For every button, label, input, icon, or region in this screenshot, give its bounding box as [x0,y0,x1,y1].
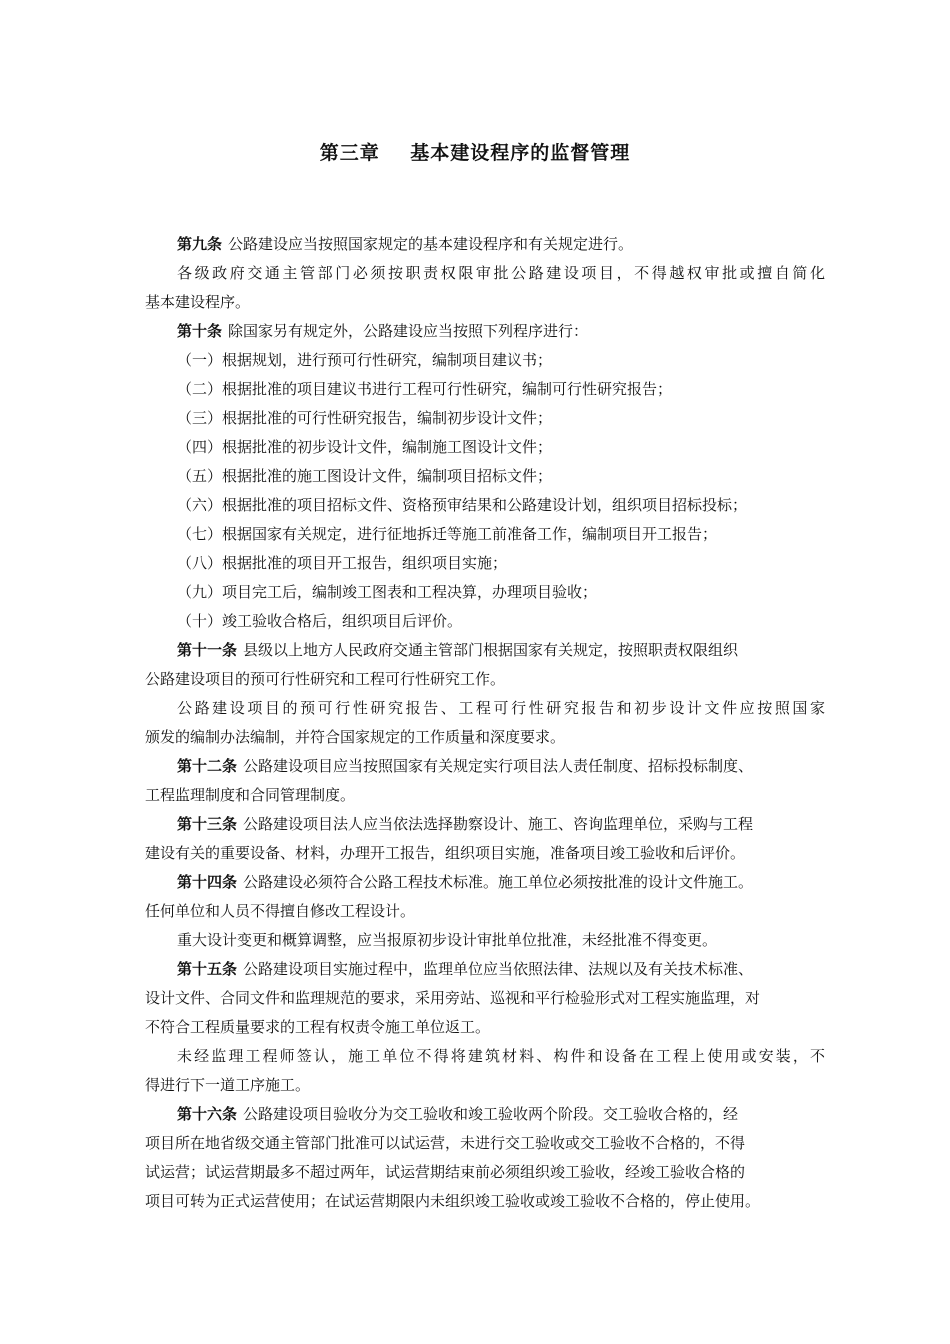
article-12-line2: 工程监理制度和合同管理制度。 [145,786,356,804]
list-item: （九）项目完工后，编制竣工图表和工程决算，办理项目验收； [177,583,598,601]
paragraph-11b-line1: 公路建设项目的预可行性研究报告、工程可行性研究报告和初步设计文件应按照国家 [177,699,825,717]
article-text: 公路建设必须符合公路工程技术标准。施工单位必须按批准的设计文件施工。 [243,873,754,891]
article-text: 公路建设应当按照国家规定的基本建设程序和有关规定进行。 [228,235,634,253]
article-12 [145,752,825,781]
article-text: 公路建设项目法人应当依法选择勘察设计、施工、咨询监理单位，采购与工程 [243,815,754,833]
document-body [145,230,825,1216]
article-text: 除国家另有规定外，公路建设应当按照下列程序进行： [228,322,589,340]
article-11-line2: 公路建设项目的预可行性研究和工程可行性研究工作。 [145,670,506,688]
list-item: （六）根据批准的项目招标文件、资格预审结果和公路建设计划，组织项目招标投标； [177,496,748,514]
chapter-title: 第三章 基本建设程序的监督管理 [319,142,631,164]
list-item: （五）根据批准的施工图设计文件，编制项目招标文件； [177,467,553,485]
article-14 [145,868,825,897]
list-item: （十）竣工验收合格后，组织项目后评价。 [177,612,463,630]
article-16-line2: 项目所在地省级交通主管部门批准可以试运营，未进行交工验收或交工验收不合格的，不得 [145,1134,746,1152]
article-10 [145,317,825,346]
article-15-line2: 设计文件、合同文件和监理规范的要求，采用旁站、巡视和平行检验形式对工程实施监理，对 [145,989,761,1007]
article-13 [145,810,825,839]
list-item: （八）根据批准的项目开工报告，组织项目实施； [177,554,508,572]
article-label: 第十五条 [177,960,238,978]
article-label: 第九条 [177,235,223,253]
paragraph-9b-line1: 各级政府交通主管部门必须按职责权限审批公路建设项目，不得越权审批或擅自简化 [177,264,825,282]
article-text: 县级以上地方人民政府交通主管部门根据国家有关规定，按照职责权限组织 [243,641,739,659]
article-text: 公路建设项目实施过程中，监理单位应当依照法律、法规以及有关技术标准、 [243,960,754,978]
article-text: 公路建设项目验收分为交工验收和竣工验收两个阶段。交工验收合格的，经 [243,1105,739,1123]
list-item: （四）根据批准的初步设计文件，编制施工图设计文件； [177,438,553,456]
paragraph-15b-line1: 未经监理工程师签认，施工单位不得将建筑材料、构件和设备在工程上使用或安装，不 [177,1047,825,1065]
article-label: 第十条 [177,322,223,340]
list-item: （一）根据规划，进行预可行性研究，编制项目建议书； [177,351,553,369]
article-label: 第十三条 [177,815,238,833]
article-14-line2: 任何单位和人员不得擅自修改工程设计。 [145,902,416,920]
article-11 [145,636,825,665]
paragraph-15b-line2: 得进行下一道工序施工。 [145,1076,311,1094]
paragraph-11b-line2: 颁发的编制办法编制，并符合国家规定的工作质量和深度要求。 [145,728,566,746]
list-item: （三）根据批准的可行性研究报告，编制初步设计文件； [177,409,553,427]
article-label: 第十六条 [177,1105,238,1123]
article-label: 第十二条 [177,757,238,775]
article-text: 公路建设项目应当按照国家有关规定实行项目法人责任制度、招标投标制度、 [243,757,754,775]
list-item: （二）根据批准的项目建议书进行工程可行性研究，编制可行性研究报告； [177,380,673,398]
article-15-line3: 不符合工程质量要求的工程有权责令施工单位返工。 [145,1018,491,1036]
article-9 [145,230,825,259]
article-15 [145,955,825,984]
article-label: 第十一条 [177,641,238,659]
article-label: 第十四条 [177,873,238,891]
paragraph-14b-line1: 重大设计变更和概算调整，应当报原初步设计审批单位批准，未经批准不得变更。 [177,931,718,949]
article-16-line4: 项目可转为正式运营使用；在试运营期限内未组织竣工验收或竣工验收不合格的，停止使用。 [145,1192,761,1210]
article-13-line2: 建设有关的重要设备、材料，办理开工报告，组织项目实施，准备项目竣工验收和后评价。 [145,844,746,862]
list-item: （七）根据国家有关规定，进行征地拆迁等施工前准备工作，编制项目开工报告； [177,525,718,543]
article-16 [145,1100,825,1129]
article-16-line3: 试运营；试运营期最多不超过两年，试运营期结束前必须组织竣工验收，经竣工验收合格的 [145,1163,746,1181]
paragraph-9b-line2: 基本建设程序。 [145,293,251,311]
